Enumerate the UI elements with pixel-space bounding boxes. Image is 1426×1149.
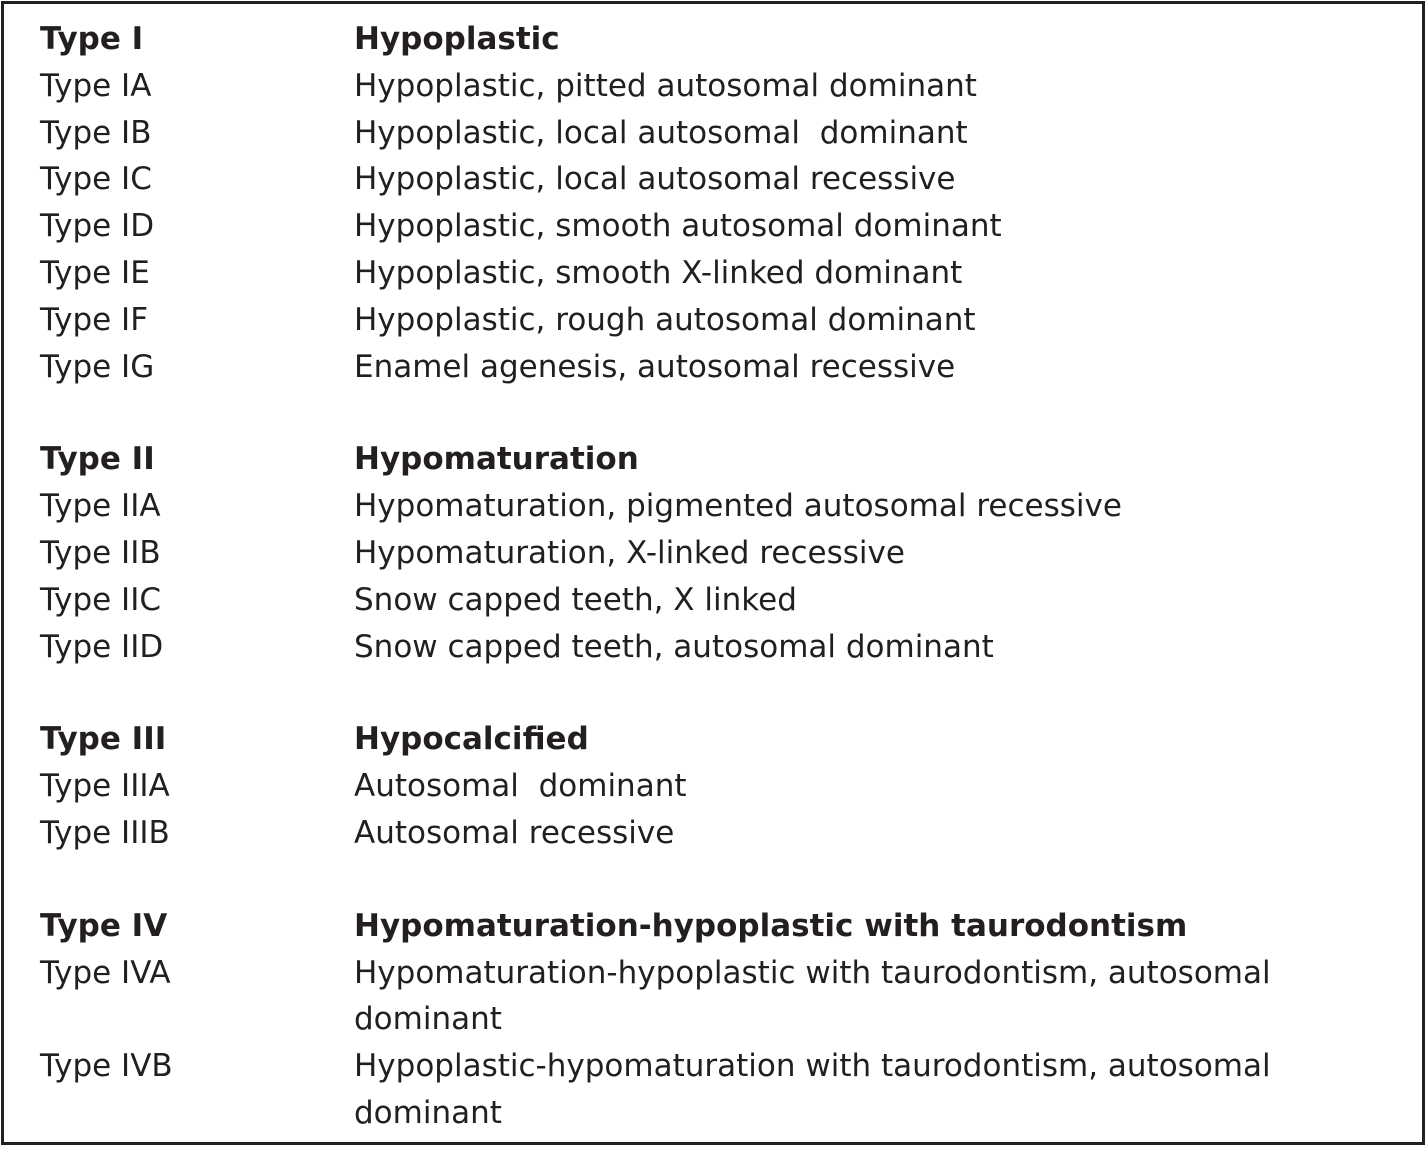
group-title: Hypoplastic [354, 21, 560, 57]
subtype-row [40, 250, 1400, 297]
group-code: Type II [40, 441, 155, 478]
subtype-code: Type IIB [40, 534, 161, 571]
subtype-row [40, 203, 1400, 250]
subtype-code: Type IC [40, 161, 152, 198]
group-code: Type III [40, 721, 167, 758]
subtype-row [40, 1043, 1400, 1137]
subtype-row [40, 110, 1400, 157]
subtype-row [40, 156, 1400, 203]
subtype-row [40, 483, 1400, 530]
subtype-row [40, 63, 1400, 110]
subtype-code: Type IA [40, 67, 152, 104]
subtype-row [40, 624, 1400, 671]
subtype-desc: Hypoplastic, rough autosomal dominant [354, 301, 976, 338]
subtype-desc: Hypomaturation, pigmented autosomal recessive [354, 488, 1122, 525]
subtype-desc: Hypoplastic, local autosomal dominant [354, 114, 968, 151]
subtype-code: Type ID [40, 208, 155, 245]
subtype-desc: Autosomal recessive [354, 814, 675, 851]
subtype-code: Type IIIB [40, 814, 170, 851]
subtype-desc: Snow capped teeth, autosomal dominant [354, 628, 994, 665]
group-code: Type I [40, 21, 144, 57]
subtype-desc: Hypoplastic, smooth X-linked dominant [354, 254, 963, 291]
subtype-code: Type IVB [40, 1048, 173, 1085]
classification-table [40, 16, 1400, 1137]
subtype-code: Type IB [40, 114, 152, 151]
subtype-desc: Autosomal dominant [354, 768, 687, 805]
subtype-row [40, 763, 1400, 810]
subtype-code: Type IF [40, 301, 149, 338]
subtype-desc: Hypoplastic-hypomaturation with taurodontism, autosomal dominant [354, 1048, 1271, 1131]
group-title: Hypomaturation-hypoplastic with taurodontism [354, 907, 1188, 944]
type-group-1 [40, 16, 1400, 390]
type-group-3 [40, 716, 1400, 856]
subtype-code: Type IVA [40, 954, 171, 991]
subtype-row [40, 950, 1400, 1044]
subtype-code: Type IIIA [40, 768, 170, 805]
subtype-desc: Hypoplastic, pitted autosomal dominant [354, 67, 977, 104]
group-title: Hypomaturation [354, 441, 639, 478]
subtype-code: Type IIA [40, 488, 161, 525]
subtype-code: Type IID [40, 628, 164, 665]
subtype-desc: Hypomaturation, X-linked recessive [354, 534, 905, 571]
group-code: Type IV [40, 907, 168, 944]
subtype-code: Type IE [40, 254, 150, 291]
subtype-desc: Hypoplastic, local autosomal recessive [354, 161, 956, 198]
subtype-desc: Hypomaturation-hypoplastic with taurodontism, autosomal dominant [354, 954, 1271, 1038]
subtype-row [40, 344, 1400, 391]
type-group-2 [40, 436, 1400, 670]
group-header-row [40, 716, 1400, 763]
group-header-row [40, 436, 1400, 483]
group-title: Hypocalcified [354, 721, 589, 758]
subtype-desc: Hypoplastic, smooth autosomal dominant [354, 208, 1002, 245]
group-header-row [40, 16, 1400, 63]
subtype-row [40, 530, 1400, 577]
subtype-row [40, 810, 1400, 857]
subtype-code: Type IG [40, 348, 155, 385]
subtype-desc: Enamel agenesis, autosomal recessive [354, 348, 956, 385]
subtype-code: Type IIC [40, 581, 161, 618]
subtype-row [40, 577, 1400, 624]
subtype-desc: Snow capped teeth, X linked [354, 581, 797, 618]
type-group-4 [40, 903, 1400, 1137]
subtype-row [40, 297, 1400, 344]
group-header-row [40, 903, 1400, 950]
